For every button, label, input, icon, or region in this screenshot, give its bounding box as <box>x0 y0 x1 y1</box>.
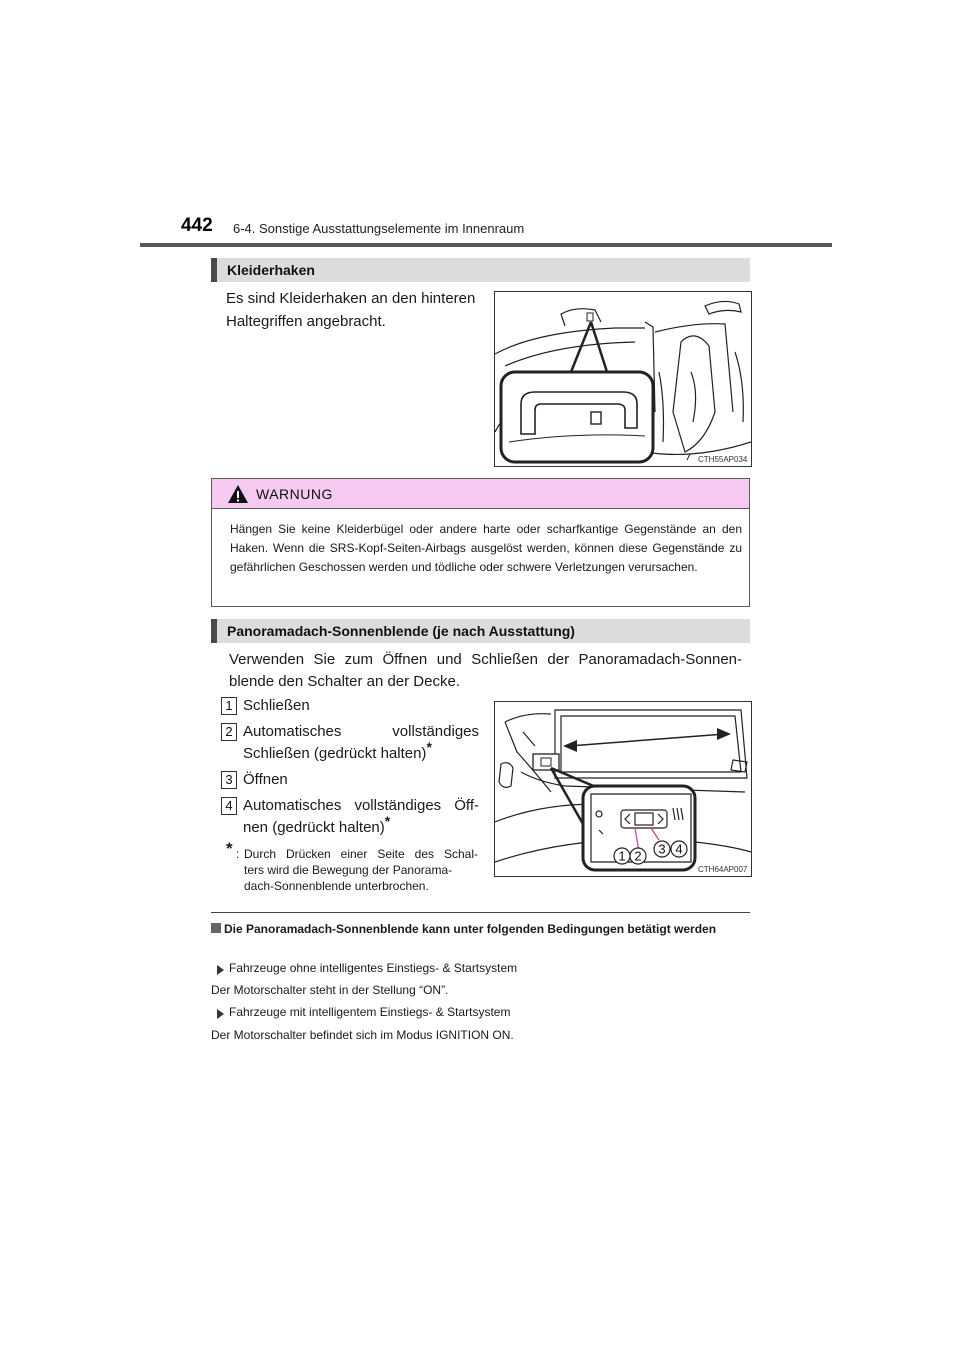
coat-hooks-text-line-2: Haltegriffen angebracht. <box>226 313 386 330</box>
item-number-badge: 3 <box>221 771 237 789</box>
sunshade-switch-illustration <box>494 701 752 877</box>
list-item-auto-open-line-2 <box>243 813 479 839</box>
footnote-star-marker: * <box>226 839 233 858</box>
triangle-bullet-icon <box>217 962 224 980</box>
warning-box <box>211 478 750 607</box>
condition-case-label: Fahrzeuge ohne intelligentes Einstiegs- & Startsystem <box>229 961 518 975</box>
list-item-auto-open-text: nen (gedrückt halten) <box>243 819 385 836</box>
section-heading-sunshade: Panoramadach-Sonnenblende (je nach Ausstattung) <box>211 619 750 643</box>
coat-hook-drawing <box>495 292 751 466</box>
sunshade-switch-drawing <box>495 702 751 876</box>
figure-code-sunshade: CTH64AP007 <box>698 865 748 874</box>
list-item-auto-close-text: Schließen (gedrückt halten) <box>243 745 427 762</box>
figure-callout-3: 3 <box>658 841 666 857</box>
warning-label: WARNUNG <box>256 486 333 502</box>
warning-text: Hängen Sie keine Kleiderbügel oder andere harte oder scharfkantige Gegenstände an den Haken. Wenn die SRS-Kopf-Seiten-Airbags ausgelöst werden, können diese Gegenstände zu gefährlichen Geschossen werden und tödliche oder schwere Verletzungen verursachen. <box>230 522 742 574</box>
separator-rule <box>211 912 750 913</box>
figure-callout-1: 1 <box>618 848 626 864</box>
footnote-line-1: Durch Drücken einer Seite des Schal- <box>244 847 478 861</box>
condition-case-text: Der Motorschalter befindet sich im Modus IGNITION ON. <box>211 1028 514 1042</box>
item-number-badge: 4 <box>221 797 237 815</box>
condition-case-text: Der Motorschalter steht in der Stellung “ON”. <box>211 983 449 997</box>
figure-callout-4: 4 <box>675 841 683 857</box>
item-number-badge: 1 <box>221 697 237 715</box>
list-item-open: Öffnen <box>243 771 288 788</box>
sunshade-intro-line-2: blende den Schalter an der Decke. <box>229 673 460 690</box>
warning-triangle-icon <box>227 484 249 504</box>
sunshade-intro-line-1: Verwenden Sie zum Öffnen und Schließen der Panoramadach-Sonnen- <box>229 651 742 668</box>
page-number: 442 <box>181 215 213 236</box>
figure-code-coat-hooks: CTH55AP034 <box>698 455 748 464</box>
list-item-auto-close-line-2 <box>243 739 479 765</box>
triangle-bullet-icon <box>217 1006 224 1024</box>
footnote-line-2: ters wird die Bewegung der Panorama- <box>244 863 453 877</box>
header-rule <box>140 243 832 247</box>
footnote-star: * <box>426 739 432 755</box>
item-number-badge: 2 <box>221 723 237 741</box>
list-item-auto-open-line-1: Automatisches vollständiges Öff- <box>243 797 479 814</box>
list-item-auto-close-line-1: Automatisches vollständiges <box>243 723 479 740</box>
coat-hook-illustration <box>494 291 752 467</box>
footnote-line-3: dach-Sonnenblende unterbrochen. <box>244 879 429 893</box>
footnote-star: * <box>384 813 391 829</box>
condition-case-label: Fahrzeuge mit intelligentem Einstiegs- & Startsystem <box>229 1005 511 1019</box>
footnote-colon: : <box>236 847 240 861</box>
figure-callout-2: 2 <box>634 848 642 864</box>
warning-header <box>212 479 749 509</box>
conditions-heading: Die Panoramadach-Sonnenblende kann unter folgenden Bedingungen betätigt werden <box>224 922 717 936</box>
chapter-title: 6-4. Sonstige Ausstattungselemente im Innenraum <box>233 221 525 236</box>
section-heading-coat-hooks: Kleiderhaken <box>211 258 750 282</box>
list-item-close: Schließen <box>243 697 310 714</box>
coat-hooks-text-line-1: Es sind Kleiderhaken an den hinteren <box>226 290 476 307</box>
